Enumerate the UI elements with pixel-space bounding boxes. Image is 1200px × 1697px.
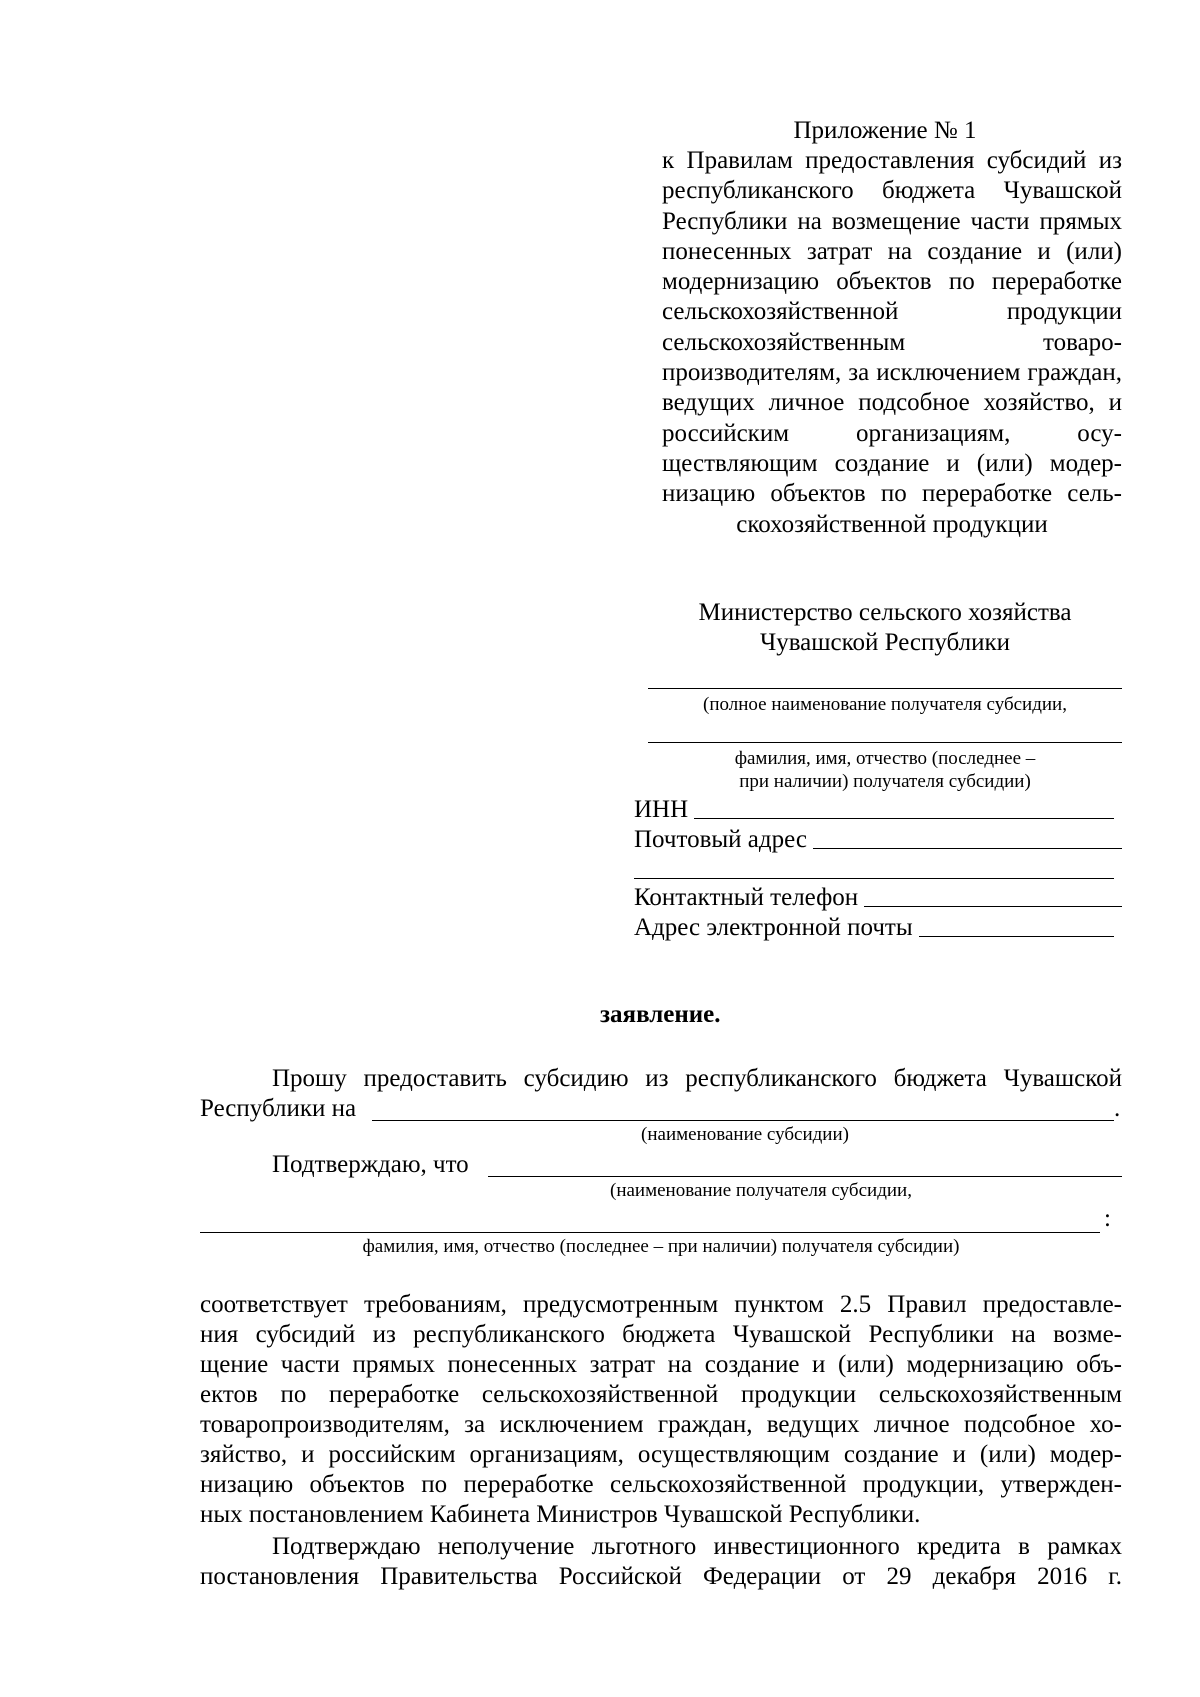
request-line-2-suffix: . [1114, 1095, 1121, 1122]
paragraph-2-line: постановления Правительства Российской Федерации от 29 декабря 2016 г. [200, 1563, 1122, 1590]
statement-heading: заявление. [600, 1001, 721, 1028]
paragraph-1-line: ния субсидий из республиканского бюджета Чувашской Республики на возме- [200, 1321, 1122, 1348]
caption-full-name: (полное наименование получателя субсидии, [703, 694, 1067, 715]
postal-address-label: Почтовый адрес [634, 826, 807, 853]
caption-recipient-fio: фамилия, имя, отчество (последнее – при наличии) получателя субсидии) [362, 1236, 960, 1257]
inn-line [694, 818, 1114, 819]
appendix-text: к Правилам предоставления субсидий из республиканского бюджета Чувашской Республики на возмещение части прямых понесенных затрат на создание и (или) модернизацию объектов по переработке сельскохозяйственной продукции сельскохозяйственным товаропроизводителям, за исключением граждан, ведущих личное подсобное хозяйство, и российским организациям, осуществляющим создание и (или) модернизацию объектов по переработке сельскохозяйственной продукции [662, 147, 1122, 538]
subsidy-name-line [372, 1120, 1114, 1121]
inn-label: ИНН [634, 796, 689, 823]
caption-fio-line1: фамилия, имя, отчество (последнее – [734, 748, 1036, 769]
paragraph-1-line: ных постановлением Кабинета Министров Чувашской Республики. [200, 1501, 921, 1528]
paragraph-1-line: ектов по переработке сельскохозяйственной продукции сельскохозяйственным [200, 1381, 1122, 1408]
postal-address-line-2 [634, 878, 1114, 879]
caption-recipient-name: (наименование получателя субсидии, [610, 1180, 912, 1201]
caption-fio-line2: при наличии) получателя субсидии) [739, 771, 1031, 792]
confirm-prefix: Подтверждаю, что [272, 1151, 469, 1178]
ministry-region: Чувашской Республики [759, 629, 1011, 656]
phone-label: Контактный телефон [634, 884, 859, 911]
colon: : [1104, 1205, 1111, 1232]
caption-subsidy-name: (наименование субсидии) [641, 1124, 849, 1145]
email-label: Адрес электронной почты [634, 914, 913, 941]
request-line-2-prefix: Республики на [200, 1095, 357, 1122]
recipient-fio-line [648, 742, 1122, 743]
email-line [919, 936, 1114, 937]
appendix-title: Приложение № 1 [793, 117, 977, 144]
recipient-name-line-2 [488, 1176, 1122, 1177]
paragraph-1-line: низацию объектов по переработке сельскохозяйственной продукции, утвержден- [200, 1471, 1122, 1498]
request-line-1: Прошу предоставить субсидию из республиканского бюджета Чувашской [272, 1065, 1122, 1092]
paragraph-2-line: Подтверждаю неполучение льготного инвестиционного кредита в рамках [272, 1533, 1122, 1560]
phone-line [864, 906, 1122, 907]
paragraph-1-line: товаропроизводителям, за исключением граждан, ведущих личное подсобное хо- [200, 1411, 1122, 1438]
postal-address-field [634, 825, 1122, 855]
email-field [634, 913, 1114, 943]
recipient-name-line [648, 688, 1122, 689]
inn-field [634, 795, 1114, 825]
postal-address-line [813, 848, 1122, 849]
recipient-fio-line-2 [200, 1232, 1100, 1233]
ministry-name: Министерство сельского хозяйства [698, 599, 1072, 626]
paragraph-1-line: соответствует требованиям, предусмотренным пунктом 2.5 Правил предоставле- [200, 1291, 1122, 1318]
phone-field [634, 883, 1122, 913]
paragraph-1-line: щение части прямых понесенных затрат на создание и (или) модернизацию объ- [200, 1351, 1122, 1378]
paragraph-1-line: зяйство, и российским организациям, осуществляющим создание и (или) модер- [200, 1441, 1122, 1468]
